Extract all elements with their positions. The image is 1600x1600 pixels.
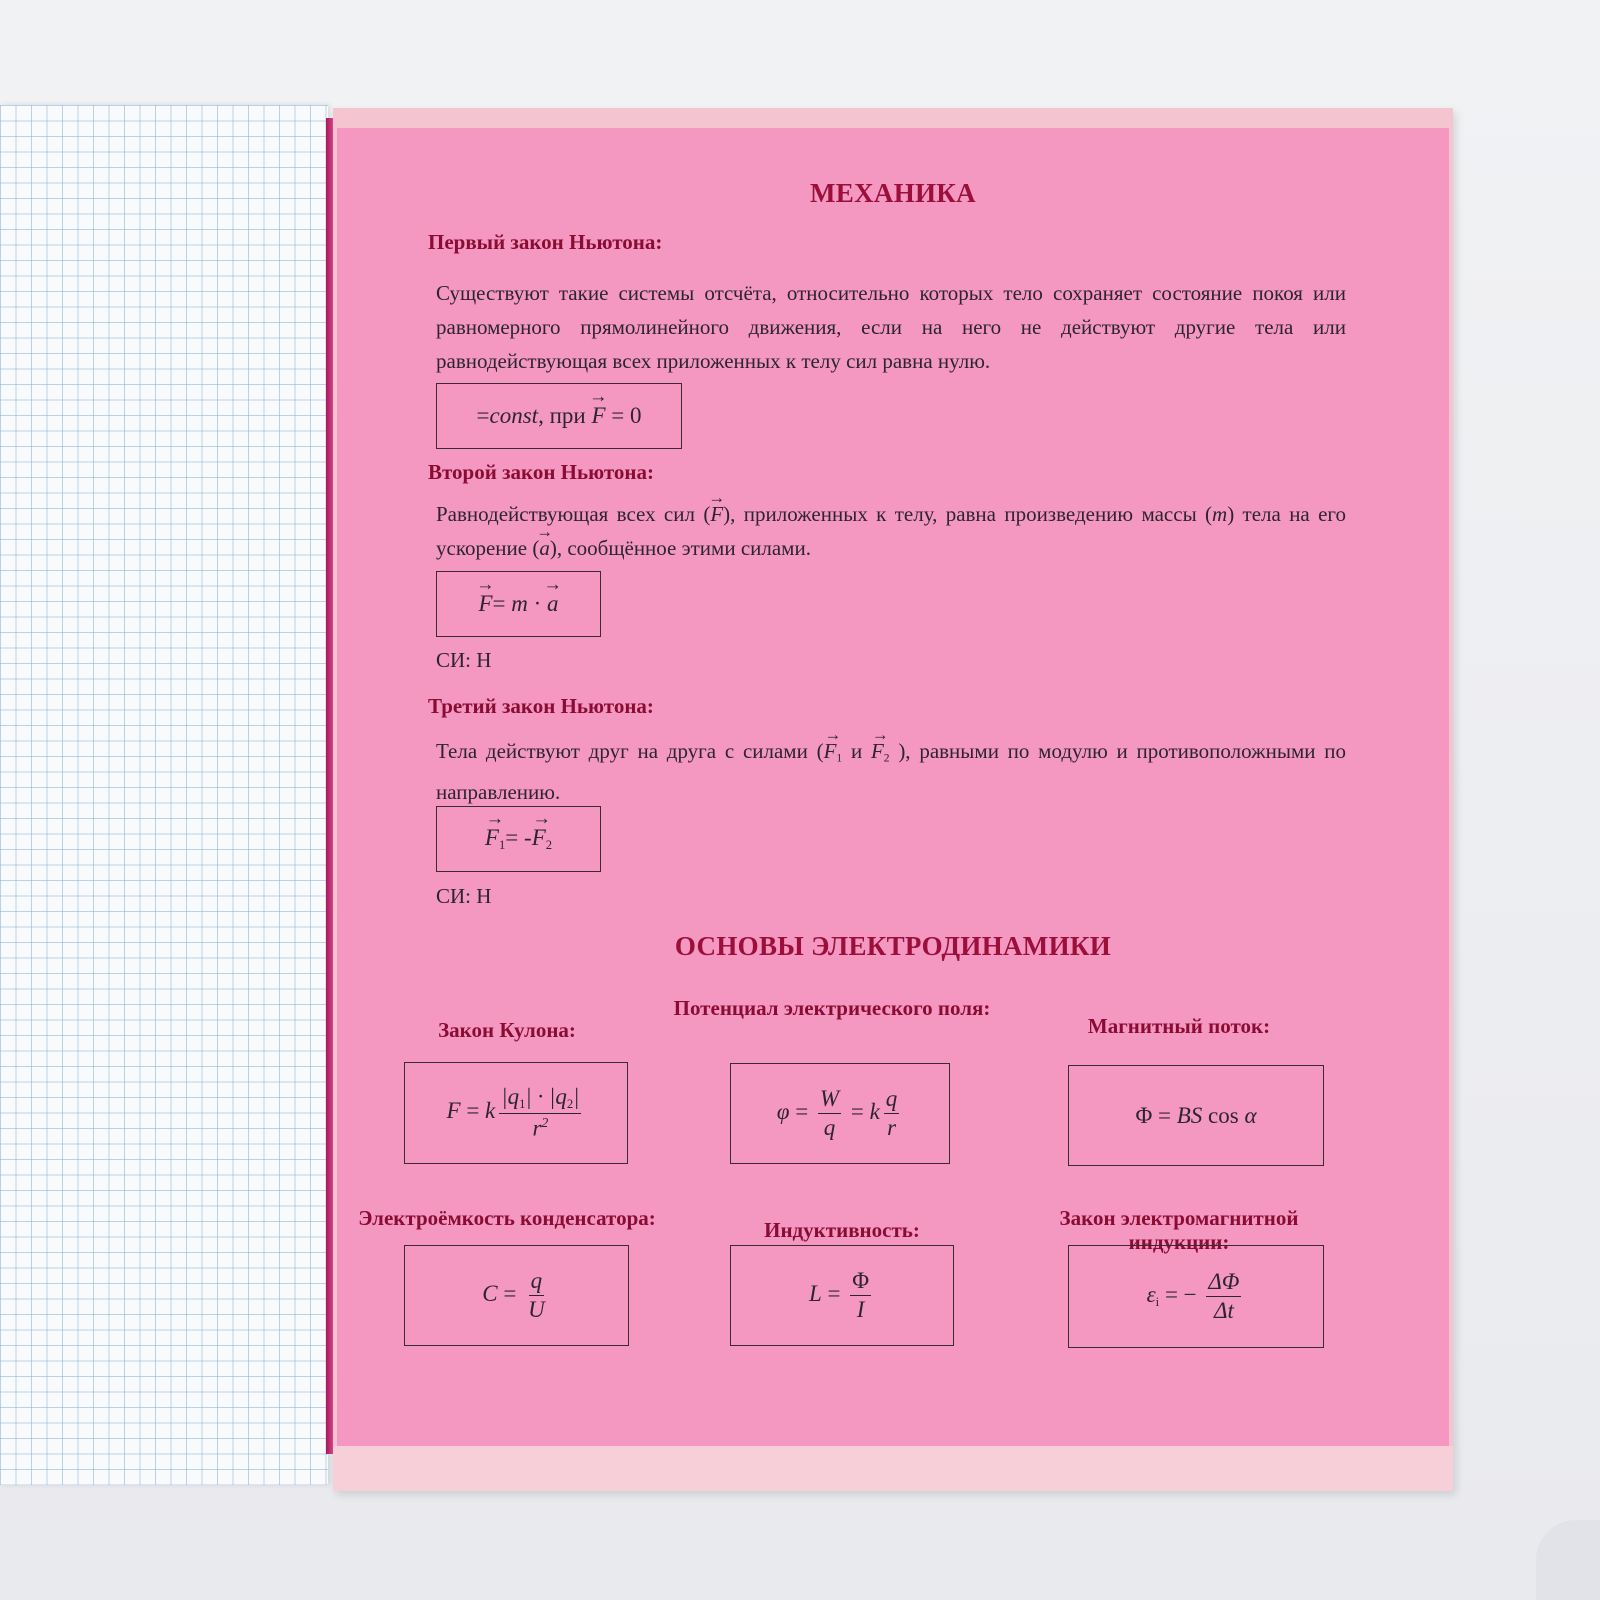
grid-notebook-page xyxy=(0,105,328,1485)
capacitance-formula-box xyxy=(404,1245,629,1346)
law3-heading: Третий закон Ньютона: xyxy=(428,694,654,718)
law2-heading: Второй закон Ньютона: xyxy=(428,460,655,484)
law1-text: Существуют такие системы отсчёта, относительно которых тело сохраняет состояние покоя или равномерного прямолинейного движения, если на него не действуют другие тела или равнодействующая всех приложенных к телу сил равна нулю. xyxy=(436,281,1346,373)
fan-object xyxy=(1536,1520,1600,1600)
inductance-formula: L = $\frac{\Phi}{I}$ xyxy=(808,1268,870,1322)
flux-formula-box xyxy=(1068,1065,1324,1166)
law2-text: Равнодействующая всех сил (→ F), приложенных к телу, равна произведению массы (m) тела на его ускорение (→ a), сообщённое этими силами. xyxy=(436,497,1346,565)
law3-text: Тела действуют друг на друга с силами (→ $F_1$ $и \to F_2$ ), равными по модулю и противоположными по направлению. xyxy=(436,734,1346,809)
law2-formula: → F= m · → a xyxy=(478,591,558,617)
potential-formula-box xyxy=(730,1063,950,1164)
cover-bottom-strip xyxy=(333,1446,1453,1491)
inductance-label: Индуктивность: xyxy=(764,1218,920,1242)
law2-si-unit: СИ: Н xyxy=(436,648,492,672)
capacitance-label: Электроёмкость конденсатора: xyxy=(358,1206,656,1230)
capacitance-formula: C = $\frac{q}{U}$ xyxy=(482,1268,545,1322)
physics-reference-sheet xyxy=(337,128,1449,1446)
flux-formula: Φ = BS cos α xyxy=(1135,1102,1257,1128)
potential-formula: φ = $\frac{W}{q}$ = k $\frac{q}{r}$ xyxy=(776,1086,898,1140)
mechanics-title: МЕХАНИКА xyxy=(810,178,976,208)
law1-formula: =const, при → F = 0 xyxy=(477,403,642,429)
coulomb-formula-box xyxy=(404,1062,628,1164)
law3-formula-box xyxy=(436,806,601,872)
law3-si-unit: СИ: Н xyxy=(436,884,492,908)
potential-label: Потенциал электрического поля: xyxy=(673,996,991,1020)
induction-law-formula: $\varepsilon_i$ = − $\frac{\Delta\Phi}{\Delta t}$ xyxy=(1146,1269,1240,1323)
inductance-formula-box xyxy=(730,1245,954,1346)
induction-law-label: Закон электромагнитной индукции: xyxy=(1059,1206,1299,1254)
induction-law-formula-box xyxy=(1068,1245,1324,1348)
law1-formula-box xyxy=(436,383,682,449)
electro-title: ОСНОВЫ ЭЛЕКТРОДИНАМИКИ xyxy=(674,931,1112,961)
coulomb-formula: F = k $\frac{|q_1| \cdot |q_2|}{r^2}$ xyxy=(446,1084,580,1141)
law3-formula: → $F_1= -\to F_2$ xyxy=(485,825,552,853)
law2-formula-box xyxy=(436,571,601,637)
law1-heading: Первый закон Ньютона: xyxy=(428,230,663,254)
flux-label: Магнитный поток: xyxy=(1087,1014,1271,1038)
coulomb-label: Закон Кулона: xyxy=(438,1018,576,1042)
